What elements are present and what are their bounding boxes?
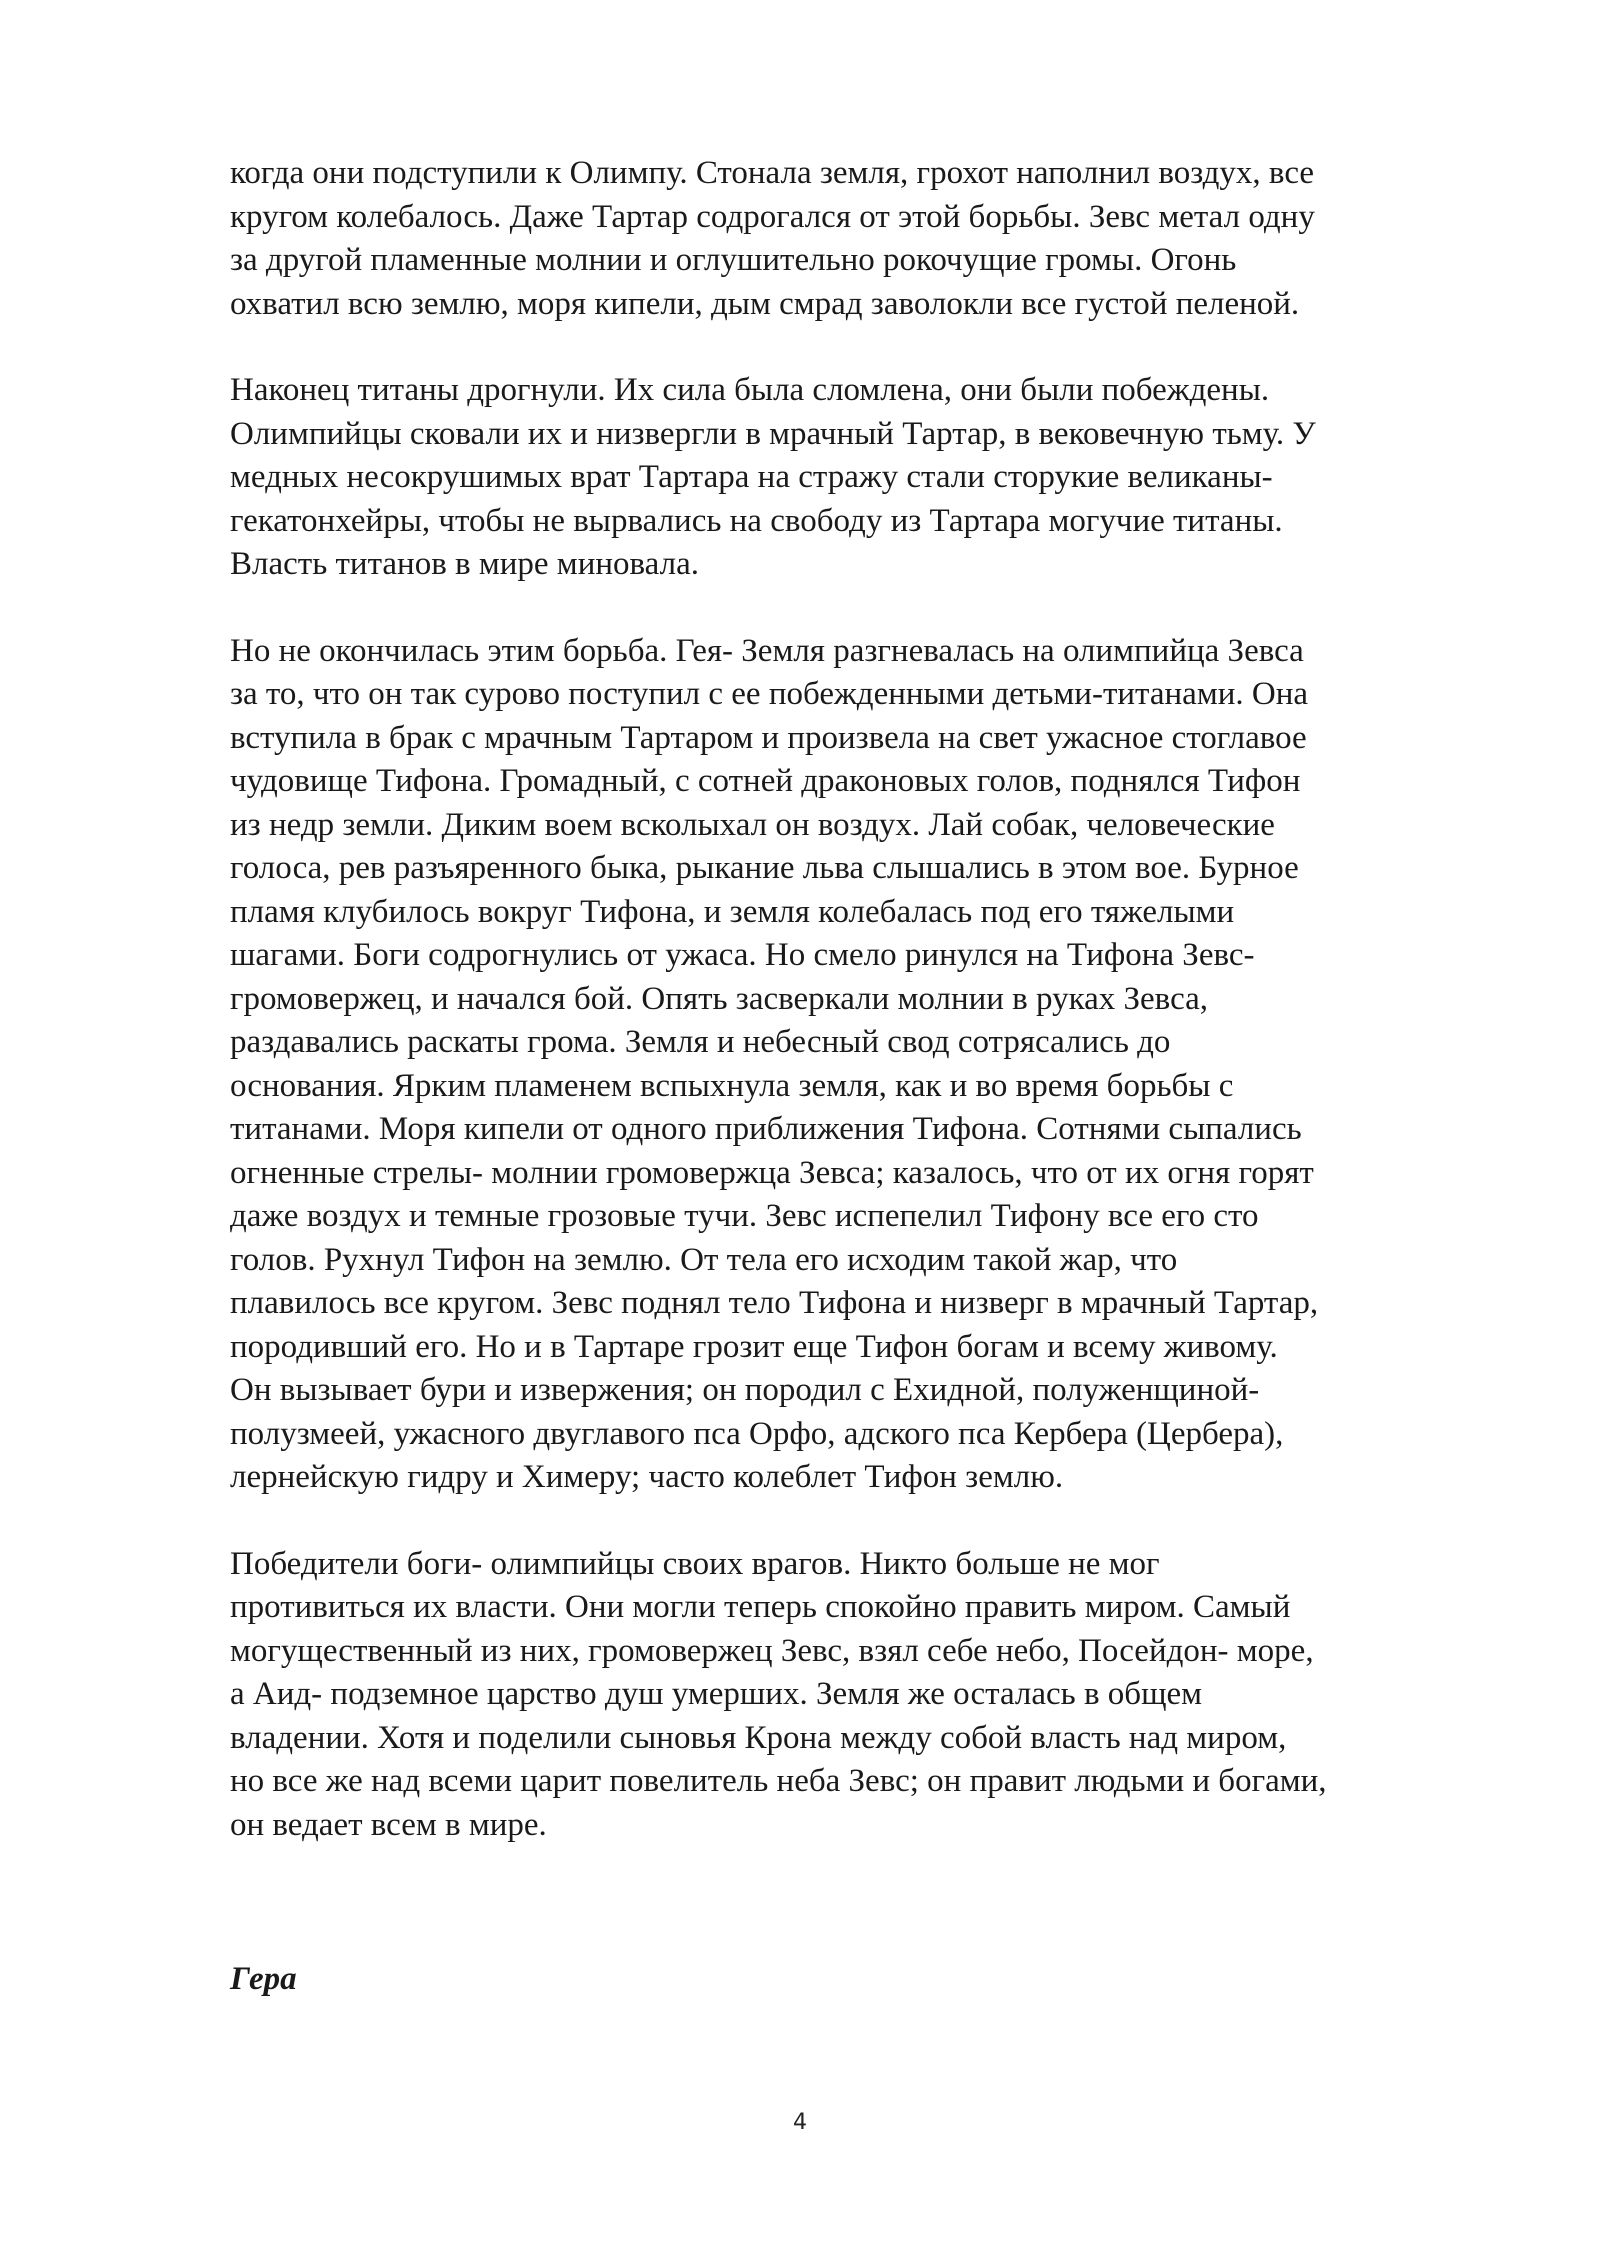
text-line: основания. Ярким пламенем вспыхнула земля, как и во время борьбы с — [230, 1067, 1234, 1104]
page-number: 4 — [793, 2110, 807, 2135]
text-line: медных несокрушимых врат Тартара на стражу стали сторукие великаны- — [230, 459, 1273, 495]
text-line: кругом колебалось. Даже Тартар содрогался от этой борьбы. Зевс метал одну — [230, 198, 1315, 235]
text-line: пламя клубилось вокруг Тифона, и земля колебалась под его тяжелыми — [230, 893, 1235, 930]
text-line: даже воздух и темные грозовые тучи. Зевс испепелил Тифону все его сто — [230, 1198, 1259, 1234]
text-line: голоса, рев разъяренного быка, рыкание льва слышались в этом вое. Бурное — [230, 850, 1299, 886]
text-line: охватил всю землю, моря кипели, дым смрад заволокли все густой пеленой. — [230, 285, 1300, 322]
text-line: противиться их власти. Они могли теперь спокойно править миром. Самый — [230, 1589, 1291, 1625]
text-line: породивший его. Но и в Тартаре грозит еще Тифон богам и всему живому. — [230, 1328, 1278, 1365]
text-line: громовержец, и начался бой. Опять засверкали молнии в руках Зевса, — [230, 980, 1209, 1017]
text-line: за другой пламенные молнии и оглушительно рокочущие громы. Огонь — [230, 242, 1237, 278]
text-line: он ведает всем в мире. — [230, 1806, 547, 1843]
paragraph — [230, 152, 1530, 326]
paragraph — [230, 630, 1530, 1500]
text-line: плавилось все кругом. Зевс поднял тело Тифона и низверг в мрачный Тартар, — [230, 1285, 1319, 1321]
text-line: голов. Рухнул Тифон на землю. От тела его исходим такой жар, что — [230, 1241, 1178, 1278]
text-line: шагами. Боги содрогнулись от ужаса. Но смело ринулся на Тифона Зевс- — [230, 937, 1255, 973]
body-text — [230, 152, 1530, 1890]
text-line: Олимпийцы сковали их и низвергли в мрачный Тартар, в вековечную тьму. У — [230, 415, 1316, 452]
text-line: Наконец титаны дрогнули. Их сила была сломлена, они были побеждены. — [230, 372, 1270, 408]
text-line: полузмеей, ужасного двуглавого пса Орфо, адского пса Кербера (Цербера), — [230, 1415, 1284, 1452]
text-line: Победители боги- олимпийцы своих врагов. Никто больше не мог — [230, 1545, 1160, 1582]
text-line: вступила в брак с мрачным Тартаром и произвела на свет ужасное стоглавое — [230, 719, 1307, 756]
text-line: а Аид- подземное царство душ умерших. Земля же осталась в общем — [230, 1676, 1203, 1712]
text-line: Власть титанов в мире миновала. — [230, 546, 699, 582]
text-line: Он вызывает бури и извержения; он породил с Ехидной, полуженщиной- — [230, 1372, 1260, 1408]
text-line: но все же над всеми царит повелитель неба Зевс; он правит людьми и богами, — [230, 1763, 1327, 1799]
text-line: за то, что он так сурово поступил с ее побежденными детьми-титанами. Она — [230, 676, 1308, 712]
text-line: лернейскую гидру и Химеру; часто колеблет Тифон землю. — [230, 1459, 1064, 1495]
paragraph — [230, 1543, 1530, 1848]
text-line: могущественный из них, громовержец Зевс, взял себе небо, Посейдон- море, — [230, 1632, 1314, 1669]
text-line: когда они подступили к Олимпу. Стонала земля, грохот наполнил воздух, все — [230, 155, 1315, 191]
section-heading: Гера — [230, 1961, 297, 1997]
text-line: владении. Хотя и поделили сыновья Крона между собой власть над миром, — [230, 1719, 1287, 1756]
text-line: раздавались раскаты грома. Земля и небесный свод сотрясались до — [230, 1024, 1171, 1060]
text-line: чудовище Тифона. Громадный, с сотней драконовых голов, поднялся Тифон — [230, 763, 1301, 799]
text-line: Но не окончилась этим борьба. Гея- Земля разгневалась на олимпийца Зевса — [230, 632, 1304, 669]
text-line: из недр земли. Диким воем всколыхал он воздух. Лай собак, человеческие — [230, 806, 1275, 843]
text-line: титанами. Моря кипели от одного приближения Тифона. Сотнями сыпались — [230, 1111, 1302, 1147]
text-line: огненные стрелы- молнии громовержца Зевса; казалось, что от их огня горят — [230, 1154, 1314, 1191]
paragraph — [230, 369, 1530, 587]
text-line: гекатонхейры, чтобы не вырвались на свободу из Тартара могучие титаны. — [230, 502, 1283, 539]
